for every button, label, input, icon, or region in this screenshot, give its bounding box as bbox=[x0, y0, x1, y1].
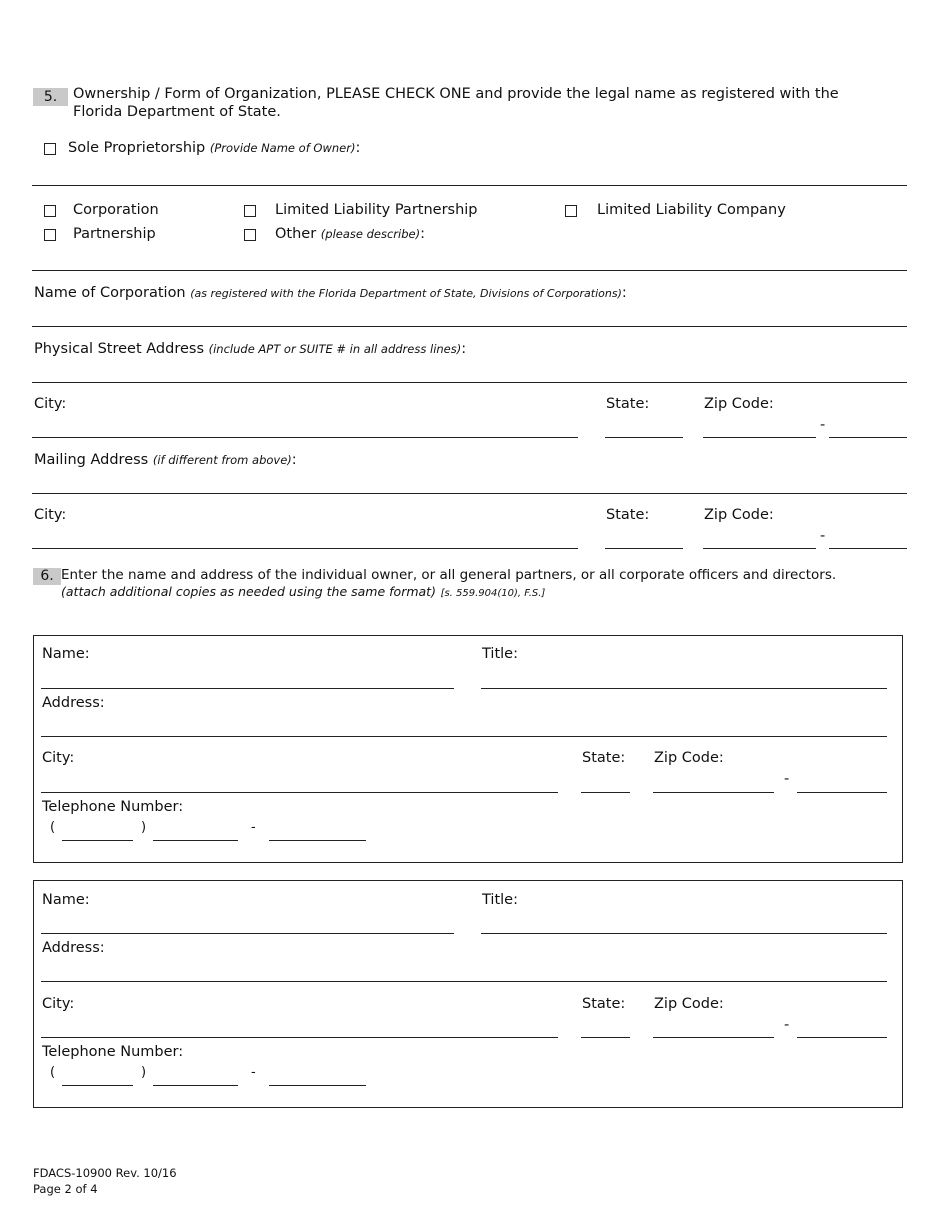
zip-ext-line[interactable] bbox=[829, 437, 907, 438]
mailing-zip-label: Zip Code: bbox=[704, 507, 774, 523]
officer-2-phone-label: Telephone Number: bbox=[42, 1044, 184, 1060]
state-line[interactable] bbox=[605, 437, 683, 438]
officer-2-zip-line[interactable] bbox=[653, 1037, 774, 1038]
officer-1-title-label: Title: bbox=[482, 646, 518, 662]
city-line[interactable] bbox=[32, 437, 578, 438]
officer-1-name-line[interactable] bbox=[41, 688, 454, 689]
officer-1-phone-dash: - bbox=[251, 820, 256, 835]
other-colon: : bbox=[420, 226, 425, 242]
page-number: Page 2 of 4 bbox=[33, 1182, 98, 1196]
officer-2-title-label: Title: bbox=[482, 892, 518, 908]
corp-name-hint: (as registered with the Florida Department of State, Divisions of Corporations) bbox=[190, 287, 622, 300]
officer-1-zip-dash: - bbox=[784, 771, 790, 787]
officer-1-area-code-line[interactable] bbox=[62, 840, 133, 841]
officer-1-city-line[interactable] bbox=[41, 792, 558, 793]
other-hint: (please describe) bbox=[320, 227, 421, 241]
section-5-heading-line2: Florida Department of State. bbox=[73, 104, 281, 120]
corporation-checkbox[interactable] bbox=[44, 205, 56, 217]
partnership-label: Partnership bbox=[73, 226, 156, 242]
officer-card-2 bbox=[33, 880, 903, 1108]
section-6-number: 6. bbox=[33, 568, 61, 585]
mailing-zip-dash: - bbox=[820, 528, 826, 544]
mailing-zip-line[interactable] bbox=[703, 548, 816, 549]
mailing-address-text: Mailing Address bbox=[34, 452, 149, 468]
officer-2-phone-line-number[interactable] bbox=[269, 1085, 366, 1086]
other-label bbox=[275, 226, 425, 242]
zip-label: Zip Code: bbox=[704, 396, 774, 412]
physical-address-hint: (include APT or SUITE # in all address lines) bbox=[208, 342, 462, 356]
officer-2-area-code-line[interactable] bbox=[62, 1085, 133, 1086]
officer-2-state-line[interactable] bbox=[581, 1037, 630, 1038]
section-6-subheading-text: (attach additional copies as needed using the same format) bbox=[61, 584, 436, 599]
corp-name-line[interactable] bbox=[32, 326, 907, 327]
corporation-label: Corporation bbox=[73, 202, 159, 218]
officer-2-city-label: City: bbox=[42, 996, 75, 1012]
officer-1-phone-label: Telephone Number: bbox=[42, 799, 184, 815]
sole-proprietorship-line[interactable] bbox=[32, 185, 907, 186]
llc-checkbox[interactable] bbox=[565, 205, 577, 217]
mailing-address-label bbox=[34, 452, 297, 468]
mailing-zip-ext-line[interactable] bbox=[829, 548, 907, 549]
zip-dash: - bbox=[820, 417, 826, 433]
llp-checkbox[interactable] bbox=[244, 205, 256, 217]
officer-1-zip-ext-line[interactable] bbox=[797, 792, 887, 793]
officer-2-address-label: Address: bbox=[42, 940, 105, 956]
mailing-city-line[interactable] bbox=[32, 548, 578, 549]
llp-label: Limited Liability Partnership bbox=[275, 202, 478, 218]
sole-proprietorship-colon: : bbox=[355, 140, 361, 156]
officer-1-phone-prefix-line[interactable] bbox=[153, 840, 238, 841]
zip-line[interactable] bbox=[703, 437, 816, 438]
other-checkbox[interactable] bbox=[244, 229, 256, 241]
officer-1-title-line[interactable] bbox=[481, 688, 887, 689]
section-5-heading: Ownership / Form of Organization, PLEASE CHECK ONE and provide the legal name as registered with the bbox=[73, 86, 839, 102]
corp-name-text: Name of Corporation bbox=[34, 285, 186, 301]
physical-address-colon: : bbox=[461, 341, 467, 357]
officer-2-zip-label: Zip Code: bbox=[654, 996, 724, 1012]
officer-2-phone-paren-open: ( bbox=[50, 1065, 56, 1080]
officer-2-phone-paren-close: ) bbox=[141, 1065, 147, 1080]
sole-proprietorship-label bbox=[68, 140, 360, 156]
mailing-address-hint: (if different from above) bbox=[152, 453, 292, 467]
city-label: City: bbox=[34, 396, 67, 412]
mailing-state-label: State: bbox=[606, 507, 650, 523]
officer-1-zip-label: Zip Code: bbox=[654, 750, 724, 766]
officer-1-state-label: State: bbox=[582, 750, 626, 766]
officer-1-zip-line[interactable] bbox=[653, 792, 774, 793]
officer-1-state-line[interactable] bbox=[581, 792, 630, 793]
sole-proprietorship-checkbox[interactable] bbox=[44, 143, 56, 155]
officer-2-title-line[interactable] bbox=[481, 933, 887, 934]
corp-name-label bbox=[34, 285, 627, 301]
org-type-line[interactable] bbox=[32, 270, 907, 271]
officer-1-phone-line-number[interactable] bbox=[269, 840, 366, 841]
officer-2-phone-dash: - bbox=[251, 1065, 256, 1080]
sole-proprietorship-text: Sole Proprietorship bbox=[68, 140, 206, 156]
mailing-state-line[interactable] bbox=[605, 548, 683, 549]
officer-1-phone-paren-open: ( bbox=[50, 820, 56, 835]
officer-2-state-label: State: bbox=[582, 996, 626, 1012]
mailing-address-colon: : bbox=[291, 452, 297, 468]
form-id: FDACS-10900 Rev. 10/16 bbox=[33, 1166, 177, 1180]
section-6-subheading bbox=[61, 584, 545, 600]
officer-2-name-line[interactable] bbox=[41, 933, 454, 934]
officer-1-address-line[interactable] bbox=[41, 736, 887, 737]
officer-2-zip-dash: - bbox=[784, 1017, 790, 1033]
corp-name-colon: : bbox=[621, 285, 627, 301]
officer-2-address-line[interactable] bbox=[41, 981, 887, 982]
physical-address-label bbox=[34, 341, 466, 357]
other-text: Other bbox=[275, 226, 317, 242]
officer-2-name-label: Name: bbox=[42, 892, 90, 908]
sole-proprietorship-hint: (Provide Name of Owner) bbox=[209, 141, 356, 155]
section-6-citation: [s. 559.904(10), F.S.] bbox=[440, 588, 546, 599]
physical-address-line[interactable] bbox=[32, 382, 907, 383]
officer-card-1 bbox=[33, 635, 903, 863]
physical-address-text: Physical Street Address bbox=[34, 341, 205, 357]
partnership-checkbox[interactable] bbox=[44, 229, 56, 241]
mailing-address-line[interactable] bbox=[32, 493, 907, 494]
section-5-number: 5. bbox=[33, 88, 68, 106]
officer-1-name-label: Name: bbox=[42, 646, 90, 662]
mailing-city-label: City: bbox=[34, 507, 67, 523]
officer-2-zip-ext-line[interactable] bbox=[797, 1037, 887, 1038]
section-6-heading: Enter the name and address of the individual owner, or all general partners, or all corporate officers and directors. bbox=[61, 567, 837, 583]
officer-2-phone-prefix-line[interactable] bbox=[153, 1085, 238, 1086]
officer-1-phone-paren-close: ) bbox=[141, 820, 147, 835]
officer-1-city-label: City: bbox=[42, 750, 75, 766]
state-label: State: bbox=[606, 396, 650, 412]
officer-1-address-label: Address: bbox=[42, 695, 105, 711]
officer-2-city-line[interactable] bbox=[41, 1037, 558, 1038]
llc-label: Limited Liability Company bbox=[597, 202, 786, 218]
